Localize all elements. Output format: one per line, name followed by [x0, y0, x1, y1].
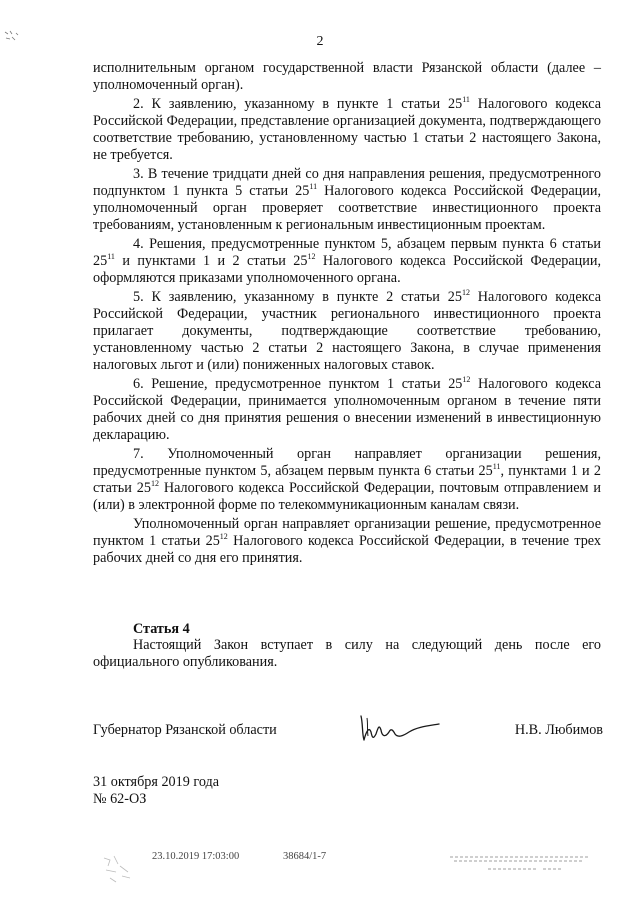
- footer-timestamp: 23.10.2019 17:03:00: [152, 851, 240, 862]
- signature-block: [93, 718, 603, 748]
- signatory-title: Губернатор Рязанской области: [93, 722, 277, 738]
- handwritten-signature-icon: [355, 710, 445, 746]
- registration-mark-icon: [100, 852, 136, 886]
- footer-doc-id: 38684/1-7: [283, 851, 327, 862]
- page-number: 2: [316, 34, 324, 49]
- paragraph-4: 4. Решения, предусмотренные пунктом 5, абзацем первым пункта 6 статьи $25^{11}$ и пунктами 1 и 2 статьи $25^{12}$ Налогового кодекса Российской Федерации, оформляются приказами уполномоченного органа.: [93, 236, 601, 286]
- paragraph-3: 3. В течение тридцати дней со дня направления решения, предусмотренного подпунктом 1 пункта 5 статьи $25^{11}$ Налогового кодекса Российской Федерации, уполномоченный орган проверяет соответствие инвестиционного проекта требованиям, установленным к региональным инвестиционным проектам.: [93, 166, 601, 233]
- law-number: № 62-ОЗ: [93, 791, 147, 807]
- paragraph-6: 6. Решение, предусмотренное пунктом 1 статьи $25^{12}$ Налогового кодекса Российской Федерации, принимается уполномоченным органом в течение пяти рабочих дней со дня принятия решения о внесении изменений в инвестиционную декларацию.: [93, 375, 601, 443]
- date-block: [93, 774, 219, 808]
- paragraph-2: 2. К заявлению, указанному в пункте 1 статьи $25^{11}$ Налогового кодекса Российской Федерации, представление организацией документа, подтверждающего соответствие требованию, установленному частью 1 статьи 2 настоящего Закона, не требуется.: [93, 95, 601, 163]
- article-4-title: Статья 4: [133, 621, 190, 637]
- article-4-body: [93, 637, 601, 671]
- document-body: [93, 60, 601, 569]
- paragraph-intro: исполнительным органом государственной власти Рязанской области (далее – уполномоченный орган).: [93, 60, 601, 93]
- paragraph-5: 5. К заявлению, указанному в пункте 2 статьи $25^{12}$ Налогового кодекса Российской Федерации, участник регионального инвестиционного проекта прилагает документы, подтверждающие соответствие требованию, установленному частью 2 статьи 2 настоящего Закона, в случае применения налоговых льгот и (или) пониженных налоговых ставок.: [93, 288, 601, 373]
- paragraph-7-continued: Уполномоченный орган направляет организации решение, предусмотренное пунктом 1 статьи $25^{12}$ Налогового кодекса Российской Федерации, в течение трех рабочих дней со дня его принятия.: [93, 516, 601, 566]
- paragraph-7: 7. Уполномоченный орган направляет организации решения, предусмотренные пунктом 5, абзацем первым пункта 6 статьи $25^{11}$, пунктами 1 и 2 статьи $25^{12}$ Налогового кодекса Российской Федерации, почтовым отправлением и (или) в электронной форме по телекоммуникационным каналам связи.: [93, 446, 601, 513]
- signatory-name: Н.В. Любимов: [514, 722, 603, 738]
- law-date: 31 октября 2019 года: [93, 774, 220, 790]
- article-4-text: Настоящий Закон вступает в силу на следующий день после его официального опубликования.: [93, 637, 601, 670]
- faded-stamp-icon: [448, 851, 598, 877]
